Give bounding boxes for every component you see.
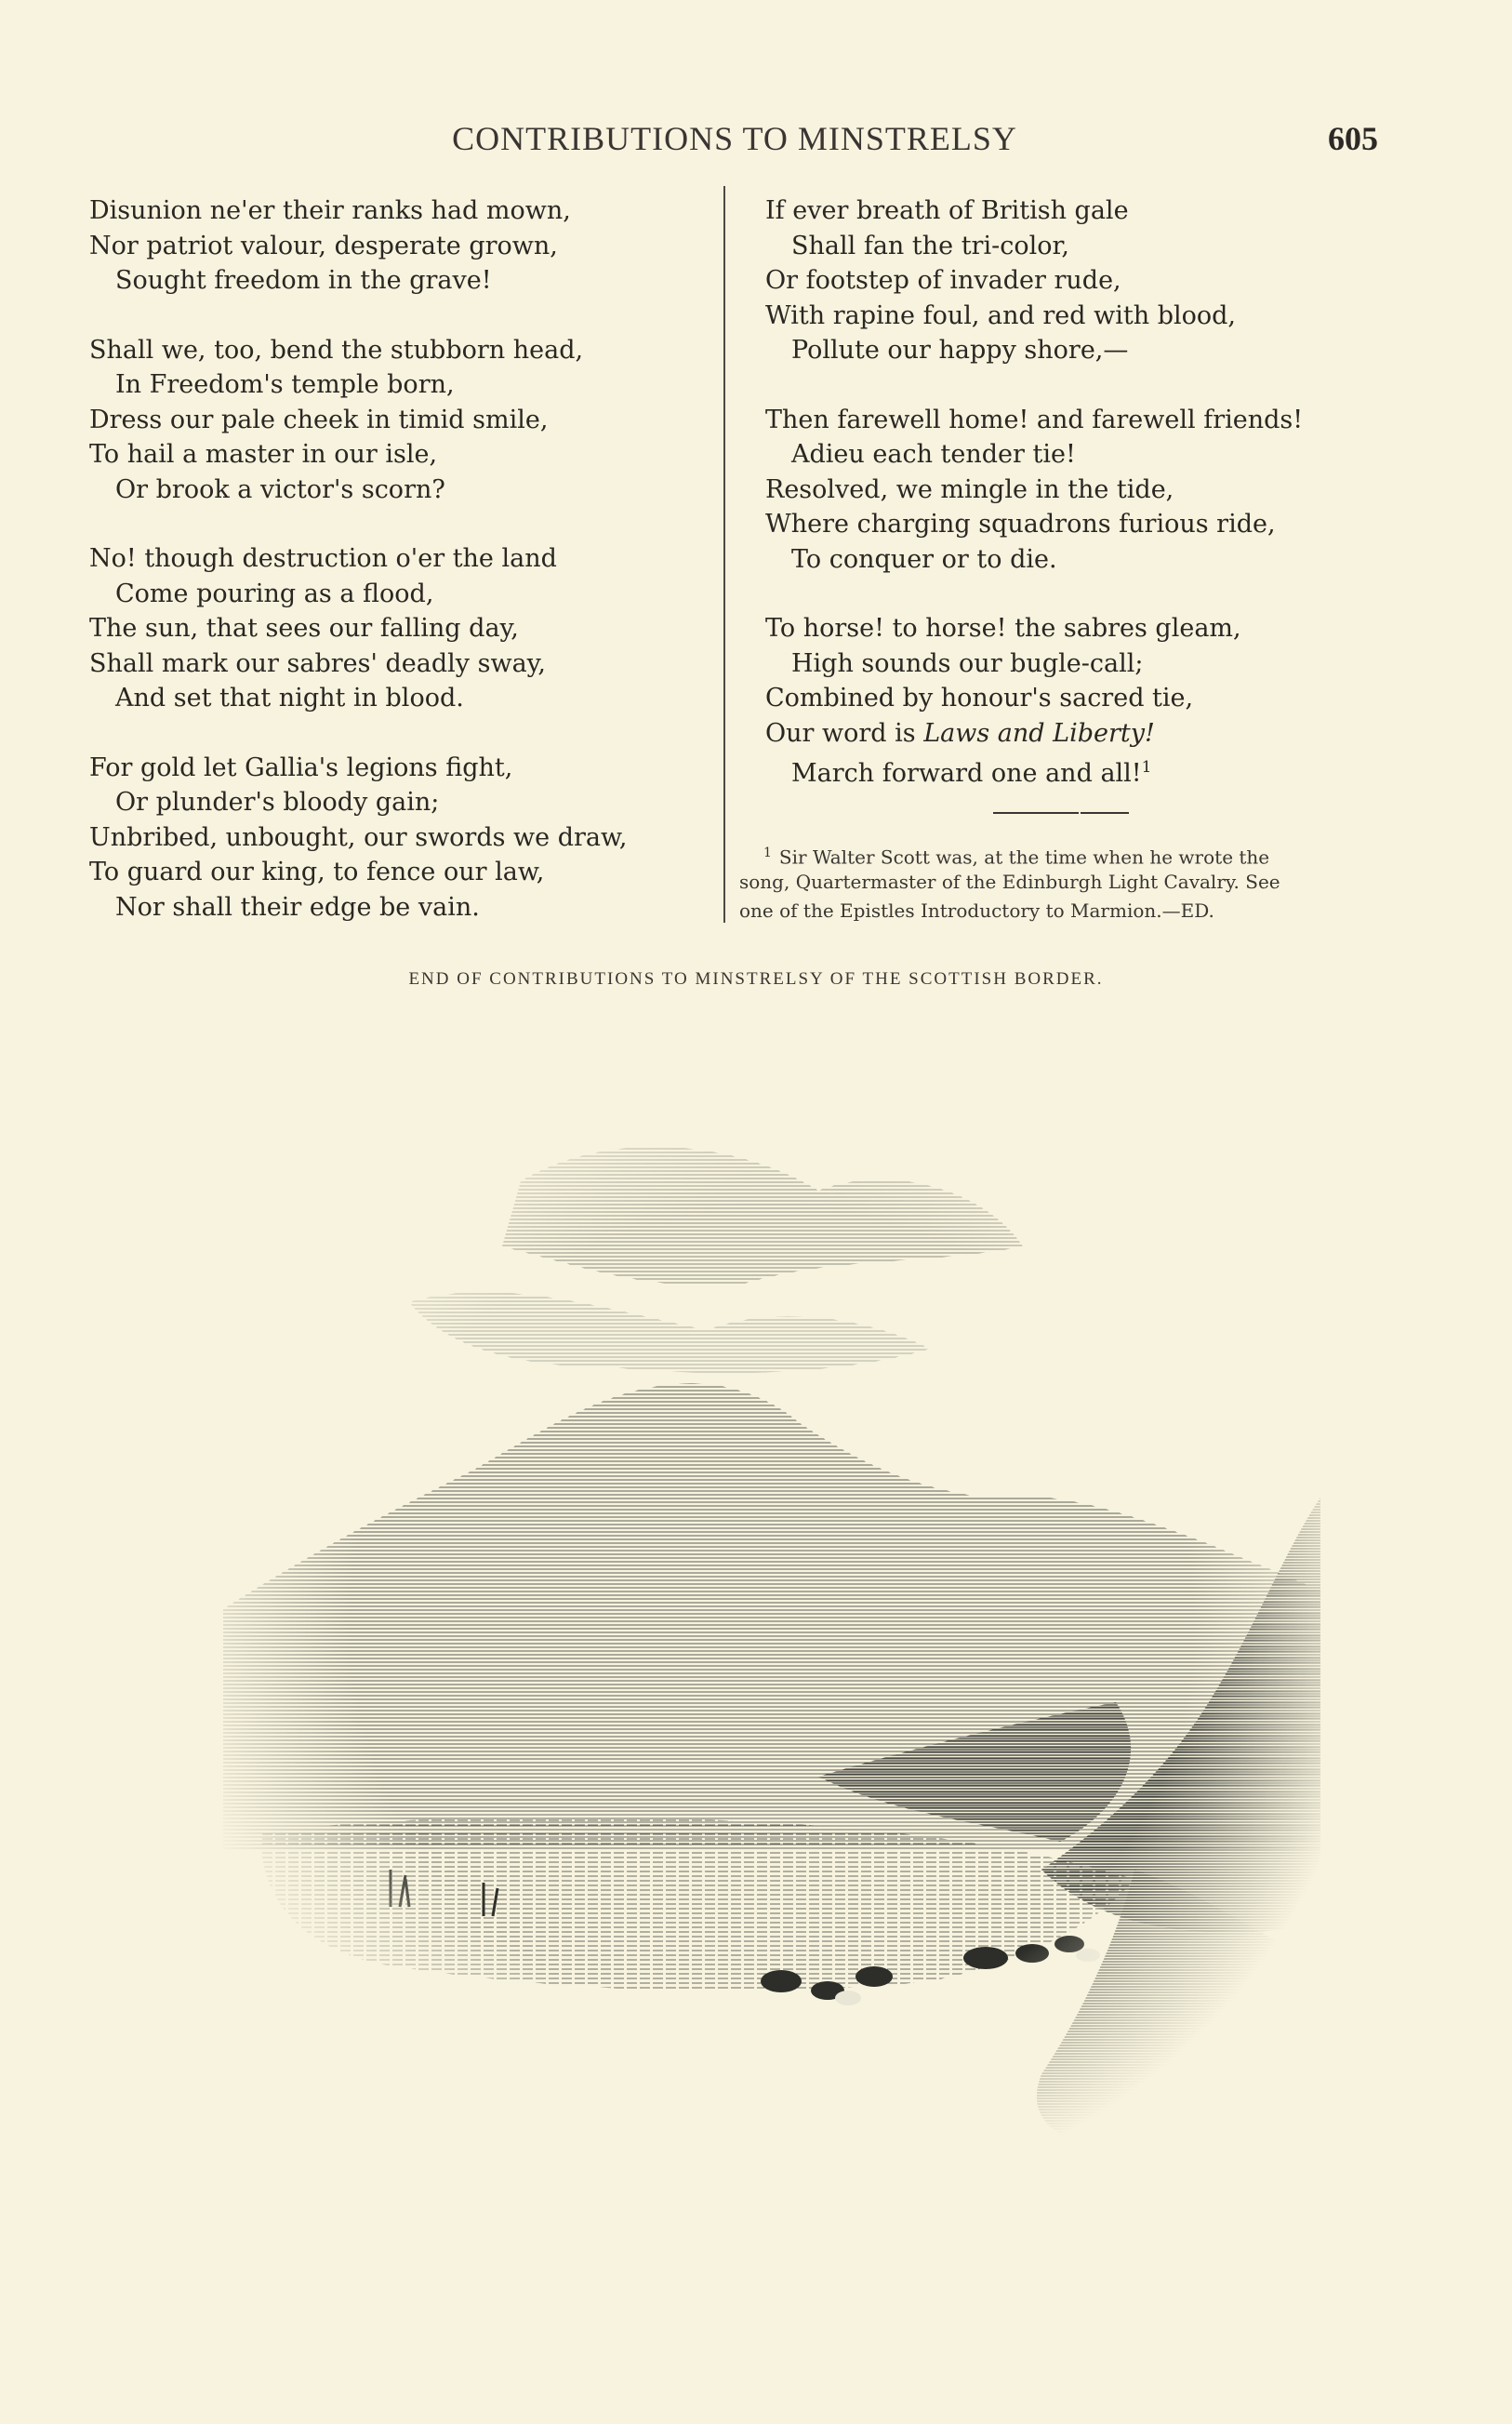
verse-line: Combined by honour's sacred tie, — [765, 684, 1194, 713]
verse-line: High sounds our bugle-call; — [791, 648, 1144, 678]
verse-line: And set that night in blood. — [115, 684, 464, 713]
stanza — [765, 611, 1398, 786]
verse-line — [765, 716, 1398, 752]
cloud-shape — [409, 1292, 930, 1373]
footnote-line — [739, 839, 1390, 868]
poem-left-column — [89, 193, 694, 959]
end-of-section-note: END OF CONTRIBUTIONS TO MINSTRELSY OF THE SCOTTISH BORDER. — [408, 969, 1104, 989]
verse-line: Adieu each tender tie! — [791, 440, 1076, 469]
verse-line: To conquer or to die. — [791, 544, 1057, 574]
verse-line: For gold let Gallia's legions fight, — [89, 753, 513, 782]
verse-line: Or plunder's bloody gain; — [115, 788, 440, 817]
footnote-reference[interactable]: 1 — [1141, 758, 1152, 777]
verse-line: Unbribed, unbought, our swords we draw, — [89, 822, 628, 852]
verse-text: Our word is — [765, 718, 924, 748]
stanza — [89, 541, 694, 716]
verse-line: Or footstep of invader rude, — [765, 266, 1121, 295]
footnote-text: Sir Walter Scott was, at the time when he wrote the — [778, 846, 1270, 869]
verse-line: Shall we, too, bend the stubborn head, — [89, 335, 584, 365]
verse-line: Sought freedom in the grave! — [115, 266, 492, 295]
verse-line: Shall mark our sabres' deadly sway, — [89, 648, 546, 678]
poem-right-column — [765, 193, 1398, 820]
verse-line: Shall fan the tri-color, — [791, 231, 1070, 260]
verse-line: With rapine foul, and red with blood, — [765, 300, 1237, 330]
verse-text: March forward one and all! — [791, 759, 1142, 788]
verse-line: The sun, that sees our falling day, — [89, 614, 519, 643]
cloud-shape — [502, 1147, 1023, 1285]
verse-line: To horse! to horse! the sabres gleam, — [765, 614, 1241, 643]
footnote-line: song, Quartermaster of the Edinburgh Light Cavalry. See — [739, 871, 1280, 893]
verse-line: Disunion ne'er their ranks had mown, — [89, 196, 571, 225]
verse-line: Nor shall their edge be vain. — [115, 892, 480, 922]
verse-line: Where charging squadrons furious ride, — [765, 510, 1276, 539]
engraving-scene — [223, 1147, 1320, 2149]
footnote-rule-right — [1081, 812, 1129, 814]
stanza — [765, 403, 1398, 578]
verse-line: To hail a master in our isle, — [89, 440, 438, 469]
verse-line: No! though destruction o'er the land — [89, 544, 557, 573]
verse-line: To guard our king, to fence our law, — [89, 858, 545, 886]
footnote-line: one of the Epistles Introductory to Marmion.—ED. — [739, 899, 1214, 922]
footnote-rule-left — [993, 812, 1079, 814]
verse-line: If ever breath of British gale — [765, 196, 1129, 225]
verse-line: Then farewell home! and farewell friends! — [765, 405, 1304, 434]
running-title: CONTRIBUTIONS TO MINSTRELSY — [452, 120, 1017, 157]
verse-line — [765, 751, 1398, 786]
footnote-marker: 1 — [763, 846, 772, 860]
verse-line: Or brook a victor's scorn? — [115, 474, 445, 504]
verse-line: Pollute our happy shore,— — [791, 336, 1129, 365]
verse-line: Dress our pale cheek in timid smile, — [89, 405, 549, 434]
column-divider — [723, 186, 725, 923]
verse-line: Nor patriot valour, desperate grown, — [89, 231, 558, 260]
landscape-engraving — [223, 1107, 1320, 2177]
stanza — [89, 333, 694, 508]
verse-line: Come pouring as a flood, — [115, 579, 434, 608]
verse-line: Resolved, we mingle in the tide, — [765, 474, 1174, 504]
verse-line: In Freedom's temple born, — [115, 370, 455, 399]
stanza — [765, 193, 1398, 368]
footnote — [739, 839, 1390, 926]
page-number: 605 — [1328, 120, 1378, 157]
stanza — [89, 193, 694, 299]
italic-phrase: Laws and Liberty! — [923, 718, 1155, 748]
stanza — [89, 751, 694, 926]
